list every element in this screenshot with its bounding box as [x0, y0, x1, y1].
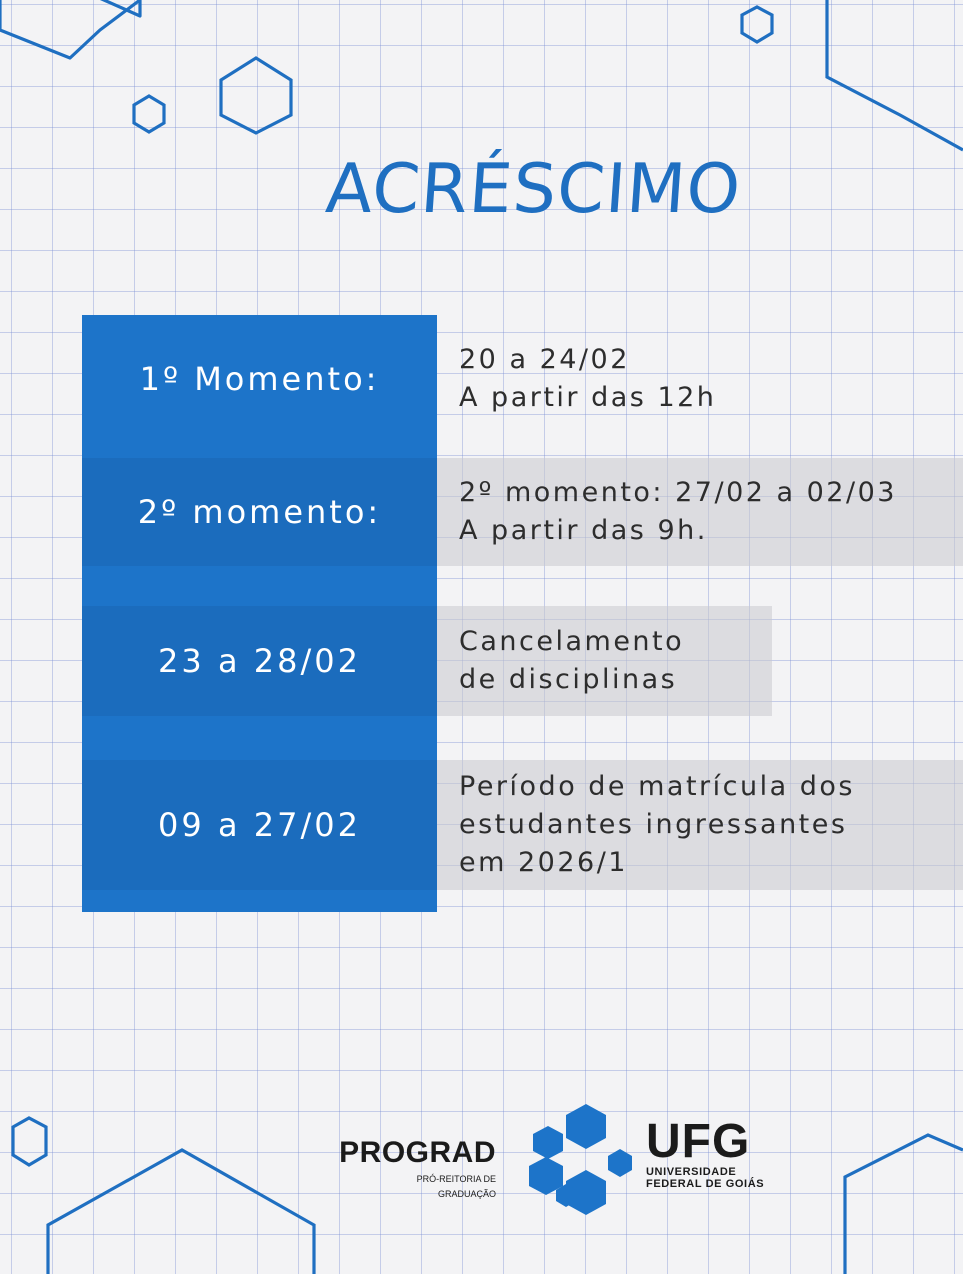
row-description: [437, 606, 772, 716]
hexagon-icon: [134, 96, 164, 132]
row-label: 2º momento:: [82, 458, 437, 566]
ufg-subtitle: FEDERAL DE GOIÁS: [646, 1178, 765, 1190]
row-description-line: Período de matrícula dos: [459, 771, 855, 802]
row-description-line: A partir das 12h: [459, 382, 717, 413]
row-description-line: de disciplinas: [459, 664, 678, 695]
ufg-logo: [646, 1115, 765, 1190]
ufg-name: UFG: [646, 1115, 751, 1168]
row-description-line: Cancelamento: [459, 626, 685, 657]
row-description: [437, 458, 963, 566]
prograd-subtitle: GRADUAÇÃO: [437, 1189, 496, 1199]
hexagon-icon: [827, 0, 963, 150]
hexagon-icon: [221, 58, 291, 133]
hexagon-icon: [742, 7, 772, 42]
row-description: [437, 760, 963, 890]
ufg-subtitle: UNIVERSIDADE: [646, 1166, 737, 1178]
prograd-logo: [326, 1136, 496, 1200]
row-description-line: 2º momento: 27/02 a 02/03: [459, 477, 897, 508]
row-description-line: A partir das 9h.: [459, 515, 708, 546]
prograd-subtitle: PRÓ-REITORIA DE: [416, 1174, 496, 1184]
row-label: 09 a 27/02: [82, 760, 437, 890]
row-label: 23 a 28/02: [82, 606, 437, 716]
prograd-name: PROGRAD: [339, 1136, 496, 1169]
row-description-line: estudantes ingressantes: [459, 809, 848, 840]
hexagon-icon: [845, 1135, 963, 1274]
hexagon-icon: [48, 1150, 314, 1274]
row-description-line: em 2026/1: [459, 847, 628, 878]
hexagon-icon: [0, 0, 140, 58]
page-title: ACRÉSCIMO: [323, 150, 744, 229]
row-label: 1º Momento:: [139, 360, 380, 398]
hexagon-icon: [13, 1118, 46, 1165]
ufg-hexagon-cluster-logo-icon: [526, 1102, 642, 1220]
row-description-line: 20 a 24/02: [459, 344, 630, 375]
row-description: [437, 325, 857, 433]
